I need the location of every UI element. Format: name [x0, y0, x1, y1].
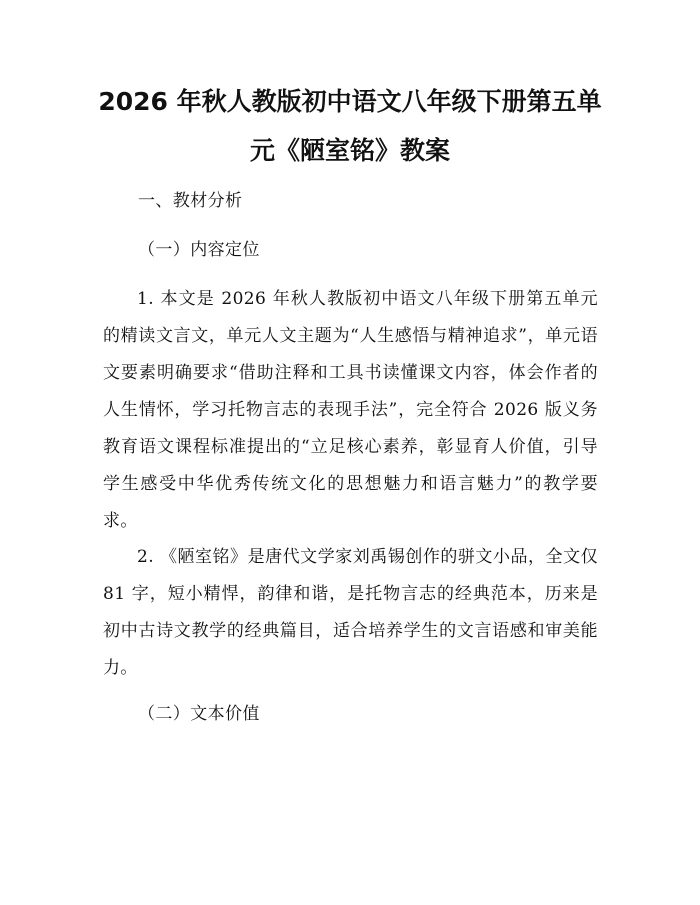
document-title-line-1: 2026 年秋人教版初中语文八年级下册第五单: [98, 87, 602, 116]
subsection-heading-text-value: （二）文本价值: [138, 704, 260, 724]
document-title-line-2: 元《陋室铭》教案: [249, 136, 450, 165]
paragraph-1: 1. 本文是 2026 年秋人教版初中语文八年级下册第五单元的精读文言文，单元人文主题为“人生感悟与精神追求”，单元语文要素明确要求“借助注释和工具书读懂课文内容，体会作者的人生情怀，学习托物言志的表现手法”，完全符合 2026 版义务教育语文课程标准提出的“立足核心素养，彰显育人价值，引导学生感受中华优秀传统文化的思想魅力和语言魅力”的教学要求。: [103, 289, 598, 531]
section-heading-textbook-analysis: 一、教材分析: [138, 191, 243, 211]
paragraph-2: 2. 《陋室铭》是唐代文学家刘禹锡创作的骈文小品，全文仅 81 字，短小精悍，韵律和谐，是托物言志的经典范本，历来是初中古诗文教学的经典篇目，适合培养学生的文言语感和审美能力。: [103, 547, 598, 678]
subsection-heading-content-positioning: （一）内容定位: [138, 240, 260, 260]
